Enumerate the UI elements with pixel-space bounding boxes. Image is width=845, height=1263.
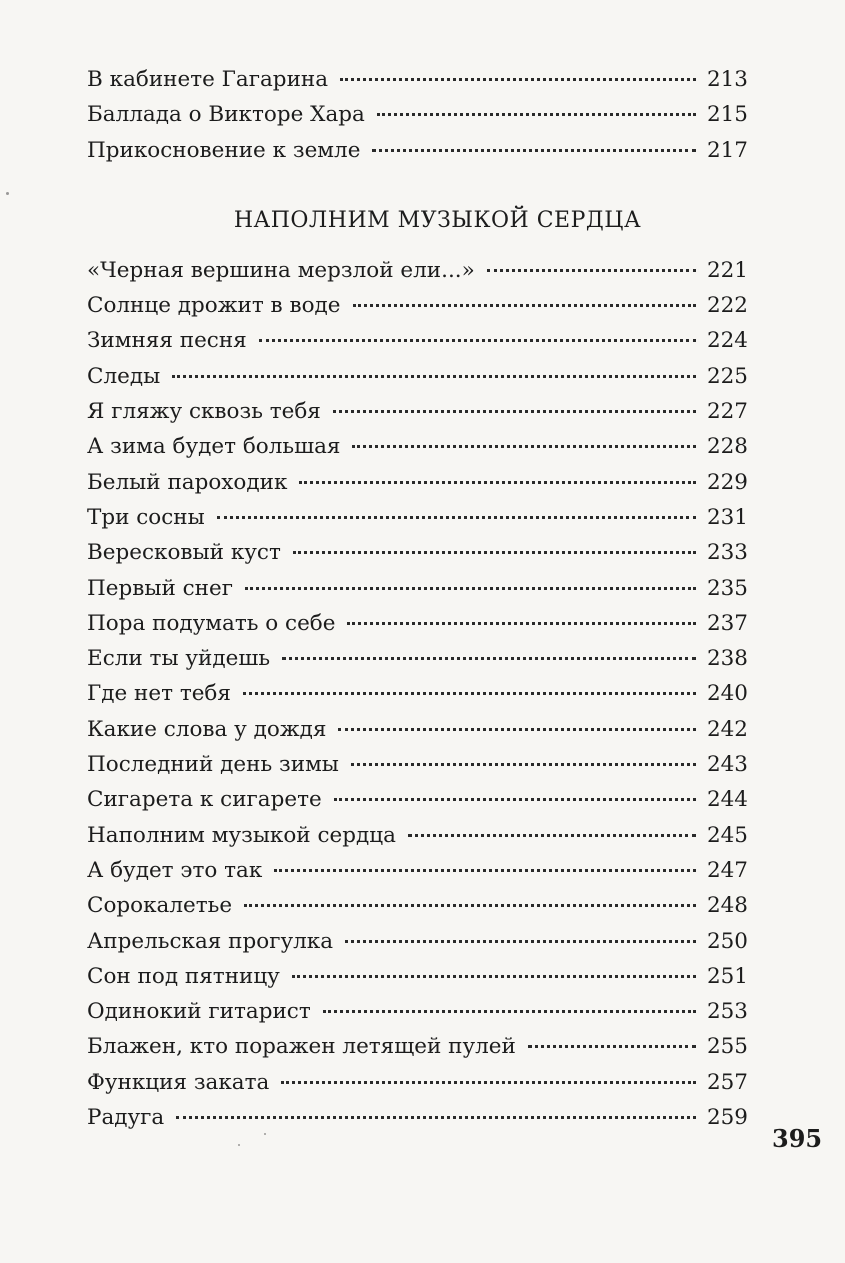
toc-entry <box>87 535 748 570</box>
toc-entry-page: 231 <box>706 504 748 530</box>
toc-section-2 <box>87 253 748 1135</box>
dot-leader <box>340 78 696 81</box>
toc-entry-title: Радуга <box>87 1105 165 1131</box>
toc-entry <box>87 133 748 168</box>
paper-speck <box>264 1133 266 1135</box>
section-heading: НАПОЛНИМ МУЗЫКОЙ СЕРДЦА <box>233 207 642 233</box>
toc-entry-page: 217 <box>706 137 748 163</box>
toc-entry-page: 244 <box>706 787 748 813</box>
toc-entry <box>87 323 748 358</box>
toc-entry <box>87 924 748 959</box>
toc-entry-page: 213 <box>706 67 748 92</box>
toc-entry <box>87 1100 748 1135</box>
toc-entry-title: Зимняя песня <box>87 328 247 354</box>
toc-entry-page: 250 <box>706 928 748 954</box>
toc-section-1 <box>87 62 748 168</box>
dot-leader <box>347 622 696 625</box>
dot-leader <box>245 587 696 590</box>
toc-entry <box>87 253 748 288</box>
toc-entry-title: Я гляжу сквозь тебя <box>87 399 321 425</box>
toc-entry-page: 255 <box>706 1034 748 1060</box>
dot-leader <box>338 728 696 731</box>
dot-leader <box>244 904 696 907</box>
toc-entry <box>87 288 748 323</box>
toc-entry-page: 227 <box>706 399 748 425</box>
toc-entry-page: 222 <box>706 293 748 319</box>
dot-leader <box>282 657 696 660</box>
toc-entry-page: 242 <box>706 716 748 742</box>
toc-entry <box>87 62 748 97</box>
toc-entry <box>87 994 748 1029</box>
toc-entry-page: 221 <box>706 257 748 283</box>
paper-speck <box>6 192 9 195</box>
toc-entry-page: 233 <box>706 540 748 566</box>
toc-entry <box>87 747 748 782</box>
paper-speck <box>238 1144 240 1146</box>
dot-leader <box>352 445 696 448</box>
toc-entry <box>87 818 748 853</box>
toc-entry-page: 253 <box>706 999 748 1025</box>
dot-leader <box>274 869 696 872</box>
toc-entry-page: 235 <box>706 575 748 601</box>
toc-entry-title: Какие слова у дождя <box>87 716 327 742</box>
toc-entry <box>87 1029 748 1064</box>
toc-entry-page: 247 <box>706 857 748 883</box>
toc-entry-title: А будет это так <box>87 857 263 883</box>
toc-entry <box>87 782 748 817</box>
toc-entry <box>87 888 748 923</box>
toc-entry-title: «Черная вершина мерзлой ели...» <box>87 257 475 283</box>
toc-entry-title: Первый снег <box>87 575 233 601</box>
toc-entry-title: Вересковый куст <box>87 540 281 566</box>
toc-entry-title: В кабинете Гагарина <box>87 67 329 92</box>
toc-entry-title: Сон под пятницу <box>87 963 280 989</box>
toc-entry <box>87 394 748 429</box>
dot-leader <box>176 1116 696 1119</box>
dot-leader <box>377 113 696 116</box>
toc-entry-title: Функция заката <box>87 1069 270 1095</box>
toc-entry <box>87 1065 748 1100</box>
dot-leader <box>351 763 696 766</box>
toc-entry-page: 257 <box>706 1069 748 1095</box>
toc-entry-title: Баллада о Викторе Хара <box>87 102 365 128</box>
toc-entry <box>87 500 748 535</box>
toc-entry-title: Сорокалетье <box>87 893 233 919</box>
toc-entry <box>87 606 748 641</box>
toc-entry-page: 259 <box>706 1105 748 1131</box>
dot-leader <box>281 1081 696 1084</box>
toc-entry <box>87 97 748 132</box>
toc-entry-title: Белый пароходик <box>87 469 288 495</box>
toc-entry <box>87 853 748 888</box>
dot-leader <box>217 516 696 519</box>
toc-entry-page: 238 <box>706 646 748 672</box>
dot-leader <box>172 375 696 378</box>
toc-entry <box>87 712 748 747</box>
toc-entry-page: 224 <box>706 328 748 354</box>
toc-entry <box>87 571 748 606</box>
toc-entry-page: 237 <box>706 610 748 636</box>
toc-entry <box>87 359 748 394</box>
toc-entry <box>87 641 748 676</box>
toc-entry-title: А зима будет большая <box>87 434 341 460</box>
dot-leader <box>334 798 696 801</box>
dot-leader <box>487 269 696 272</box>
toc-entry <box>87 429 748 464</box>
dot-leader <box>299 481 696 484</box>
toc-entry-page: 251 <box>706 963 748 989</box>
toc-entry-title: Если ты уйдешь <box>87 646 271 672</box>
page-number: 395 <box>772 1124 823 1153</box>
dot-leader <box>259 339 696 342</box>
toc-entry-title: Прикосновение к земле <box>87 137 361 163</box>
toc-entry-title: Сигарета к сигарете <box>87 787 322 813</box>
toc-entry-page: 248 <box>706 893 748 919</box>
toc-entry-title: Солнце дрожит в воде <box>87 293 341 319</box>
toc-entry-page: 243 <box>706 752 748 778</box>
toc-entry-page: 228 <box>706 434 748 460</box>
dot-leader <box>345 940 696 943</box>
toc-entry-title: Наполним музыкой сердца <box>87 822 396 848</box>
toc-entry-page: 229 <box>706 469 748 495</box>
toc-entry-title: Пора подумать о себе <box>87 610 336 636</box>
toc-entry-title: Апрельская прогулка <box>87 928 334 954</box>
toc-entry-title: Следы <box>87 363 161 389</box>
toc-entry-title: Последний день зимы <box>87 752 339 778</box>
dot-leader <box>408 834 696 837</box>
dot-leader <box>353 304 697 307</box>
toc-entry-page: 225 <box>706 363 748 389</box>
dot-leader <box>243 692 696 695</box>
toc-entry-title: Блажен, кто поражен летящей пулей <box>87 1034 516 1060</box>
dot-leader <box>372 149 696 152</box>
toc-entry <box>87 465 748 500</box>
toc-entry <box>87 676 748 711</box>
toc-entry-title: Где нет тебя <box>87 681 231 707</box>
dot-leader <box>323 1010 696 1013</box>
toc-entry-title: Одинокий гитарист <box>87 999 311 1025</box>
dot-leader <box>292 975 696 978</box>
dot-leader <box>293 551 696 554</box>
toc-entry-page: 240 <box>706 681 748 707</box>
dot-leader <box>528 1045 696 1048</box>
toc-entry-page: 215 <box>706 102 748 128</box>
toc-entry-page: 245 <box>706 822 748 848</box>
toc-entry-title: Три сосны <box>87 504 205 530</box>
toc-entry <box>87 959 748 994</box>
table-of-contents <box>87 62 748 1135</box>
dot-leader <box>333 410 696 413</box>
